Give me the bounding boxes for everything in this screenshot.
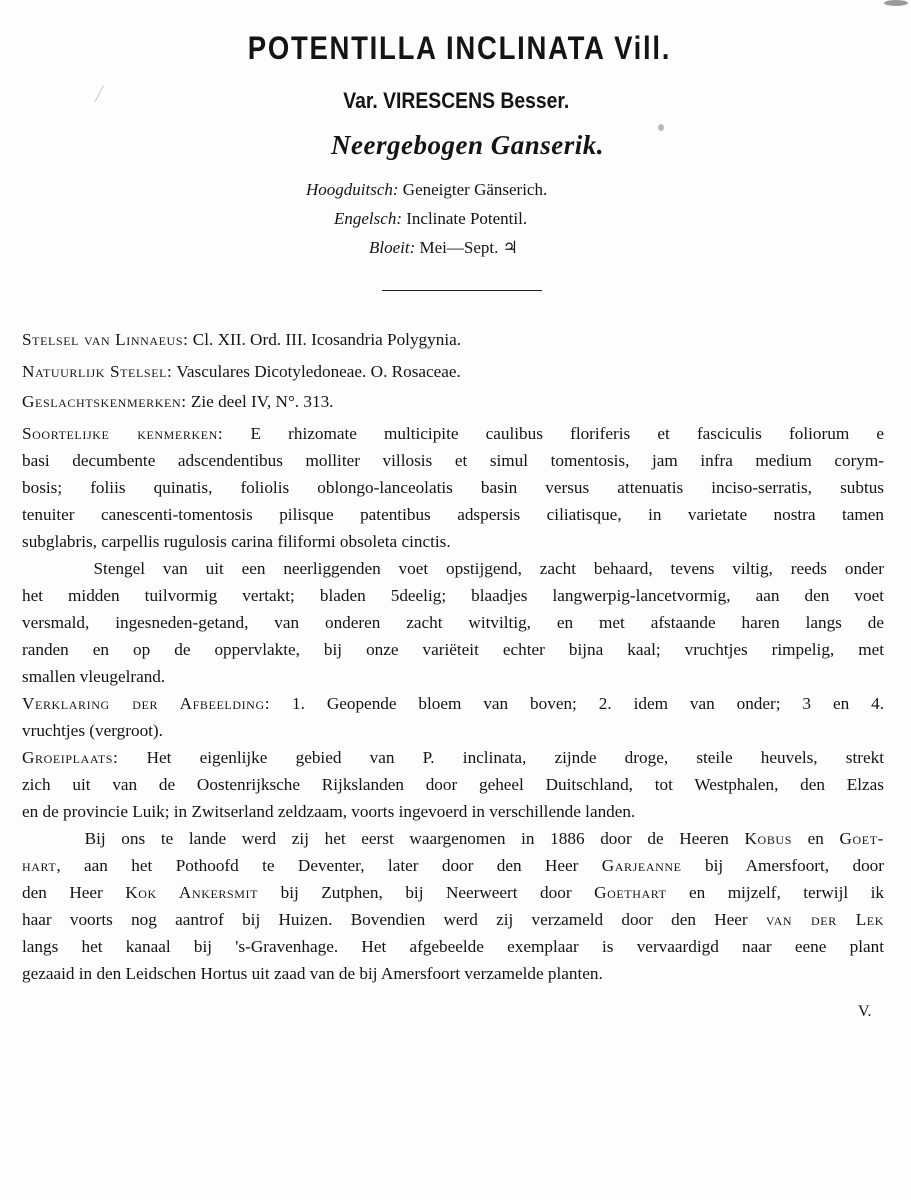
- name-row-german: [306, 180, 547, 200]
- text-span: randen en op de oppervlakte, bij onze variëteit echter bijna kaal; vruchtjes rimpelig, met: [22, 640, 884, 659]
- text-span: langs het kanaal bij 's-Gravenhage. Het afgebeelde exemplaar is vervaardigd naar eene plant: [22, 937, 884, 956]
- text-span: bosis; foliis quinatis, foliolis oblongo-lanceolatis basin versus attenuatis inciso-serratis, subtus: [22, 478, 884, 497]
- text-line: [22, 532, 451, 552]
- text-line: [22, 964, 603, 984]
- text-line: [22, 640, 884, 660]
- text-span: 1. Geopende bloem van boven; 2. idem van onder; 3 en 4.: [270, 694, 884, 713]
- small-caps-term: Kok Ankersmit: [125, 883, 259, 902]
- text-span: vruchtjes (vergroot).: [22, 721, 163, 740]
- text-line: [22, 613, 884, 633]
- text-line: [22, 586, 884, 606]
- small-caps-term: Soortelijke kenmerken:: [22, 424, 224, 443]
- text-line: [22, 910, 884, 930]
- small-caps-term: Geslachtskenmerken:: [22, 392, 187, 411]
- text-line: [22, 330, 461, 350]
- text-line: [22, 505, 884, 525]
- small-caps-term: Garjeanne: [601, 856, 682, 875]
- name-label: Bloeit:: [369, 238, 416, 257]
- text-span: Zie deel IV, N°. 313.: [186, 392, 334, 411]
- text-line: [22, 424, 884, 444]
- text-line: [22, 883, 884, 903]
- text-line: [22, 856, 884, 876]
- text-span: Cl. XII. Ord. III. Icosandria Polygynia.: [188, 330, 462, 349]
- small-caps-term: Groeiplaats:: [22, 748, 119, 767]
- text-span: Bij ons te lande werd zij het eerst waargenomen in 1886 door de Heeren: [22, 829, 745, 848]
- small-caps-term: Kobus: [744, 829, 792, 848]
- text-span: bij Zutphen, bij Neerweert door: [258, 883, 595, 902]
- text-line: [22, 802, 635, 822]
- small-caps-term: van der Lek: [765, 910, 884, 929]
- ink-speck: [884, 0, 908, 6]
- small-caps-term: Stelsel van Linnaeus:: [22, 330, 189, 349]
- name-value: Geneigter Gänserich.: [402, 180, 548, 199]
- text-span: haar voorts nog aantrof bij Huizen. Bovendien werd zij verzameld door den Heer: [22, 910, 766, 929]
- text-line: [22, 478, 884, 498]
- text-line: [22, 392, 333, 412]
- text-line: [22, 451, 884, 471]
- species-title: POTENTILLA INCLINATA Vill.: [247, 30, 672, 66]
- small-caps-term: Verklaring der Afbeelding:: [22, 694, 271, 713]
- text-span: tenuiter canescenti-tomentosis pilisque patentibus adspersis ciliatisque, in varietate nostra tamen: [22, 505, 884, 524]
- text-line: [22, 775, 884, 795]
- text-span: Het eigenlijke gebied van P. inclinata, zijnde droge, steile heuvels, strekt: [118, 748, 884, 767]
- name-value: Mei—Sept. ♃: [419, 238, 518, 257]
- text-span: en: [791, 829, 840, 848]
- text-line: [22, 748, 884, 768]
- text-span: zich uit van de Oostenrijksche Rijkslanden door geheel Duitschland, tot Westphalen, den Elzas: [22, 775, 884, 794]
- text-span: bij Amersfoort, door: [681, 856, 885, 875]
- text-span: en mijzelf, terwijl ik: [666, 883, 885, 902]
- text-line: [22, 667, 165, 687]
- text-span: basi decumbente adscendentibus molliter villosis et simul tomentosis, jam infra medium corym-: [22, 451, 884, 470]
- text-span: den Heer: [22, 883, 126, 902]
- text-span: het midden tuilvormig vertakt; bladen 5deelig; blaadjes langwerpig-lancetvormig, aan den voet: [22, 586, 884, 605]
- text-span: smallen vleugelrand.: [22, 667, 166, 686]
- dutch-common-name: Neergebogen Ganserik.: [331, 130, 604, 160]
- small-caps-term: hart: [22, 856, 57, 875]
- name-row-english: [334, 209, 527, 229]
- separator-rule: [382, 290, 542, 291]
- name-row-flowering: [369, 238, 518, 258]
- name-label: Hoogduitsch:: [306, 180, 399, 199]
- text-span: , aan het Pothoofd te Deventer, later door den Heer: [56, 856, 602, 875]
- variety-name: Var. VIRESCENS Besser.: [343, 88, 570, 113]
- text-span: subglabris, carpellis rugulosis carina filiformi obsoleta cinctis.: [22, 532, 451, 551]
- text-line: [22, 362, 461, 382]
- small-caps-term: Goet-: [839, 829, 884, 848]
- small-caps-term: Natuurlijk Stelsel:: [22, 362, 173, 381]
- text-line: [22, 721, 163, 741]
- small-caps-term: Goethart: [594, 883, 667, 902]
- text-line: [22, 829, 884, 849]
- text-line: [22, 559, 884, 579]
- text-line: [22, 694, 884, 714]
- text-span: Vasculares Dicotyledoneae. O. Rosaceae.: [172, 362, 461, 381]
- text-span: Stengel van uit een neerliggenden voet opstijgend, zacht behaard, tevens viltig, reeds onder: [22, 559, 884, 578]
- text-line: [22, 937, 884, 957]
- text-span: versmald, ingesneden-getand, van onderen zacht witviltig, en met afstaande haren langs de: [22, 613, 884, 632]
- name-label: Engelsch:: [334, 209, 402, 228]
- text-span: gezaaid in den Leidschen Hortus uit zaad van de bij Amersfoort verzamelde planten.: [22, 964, 603, 983]
- text-span: en de provincie Luik; in Zwitserland zeldzaam, voorts ingevoerd in verschillende landen.: [22, 802, 636, 821]
- text-span: E rhizomate multicipite caulibus floriferis et fasciculis foliorum e: [223, 424, 884, 443]
- author-signature: V.: [858, 1003, 872, 1020]
- name-value: Inclinate Potentil.: [406, 209, 528, 228]
